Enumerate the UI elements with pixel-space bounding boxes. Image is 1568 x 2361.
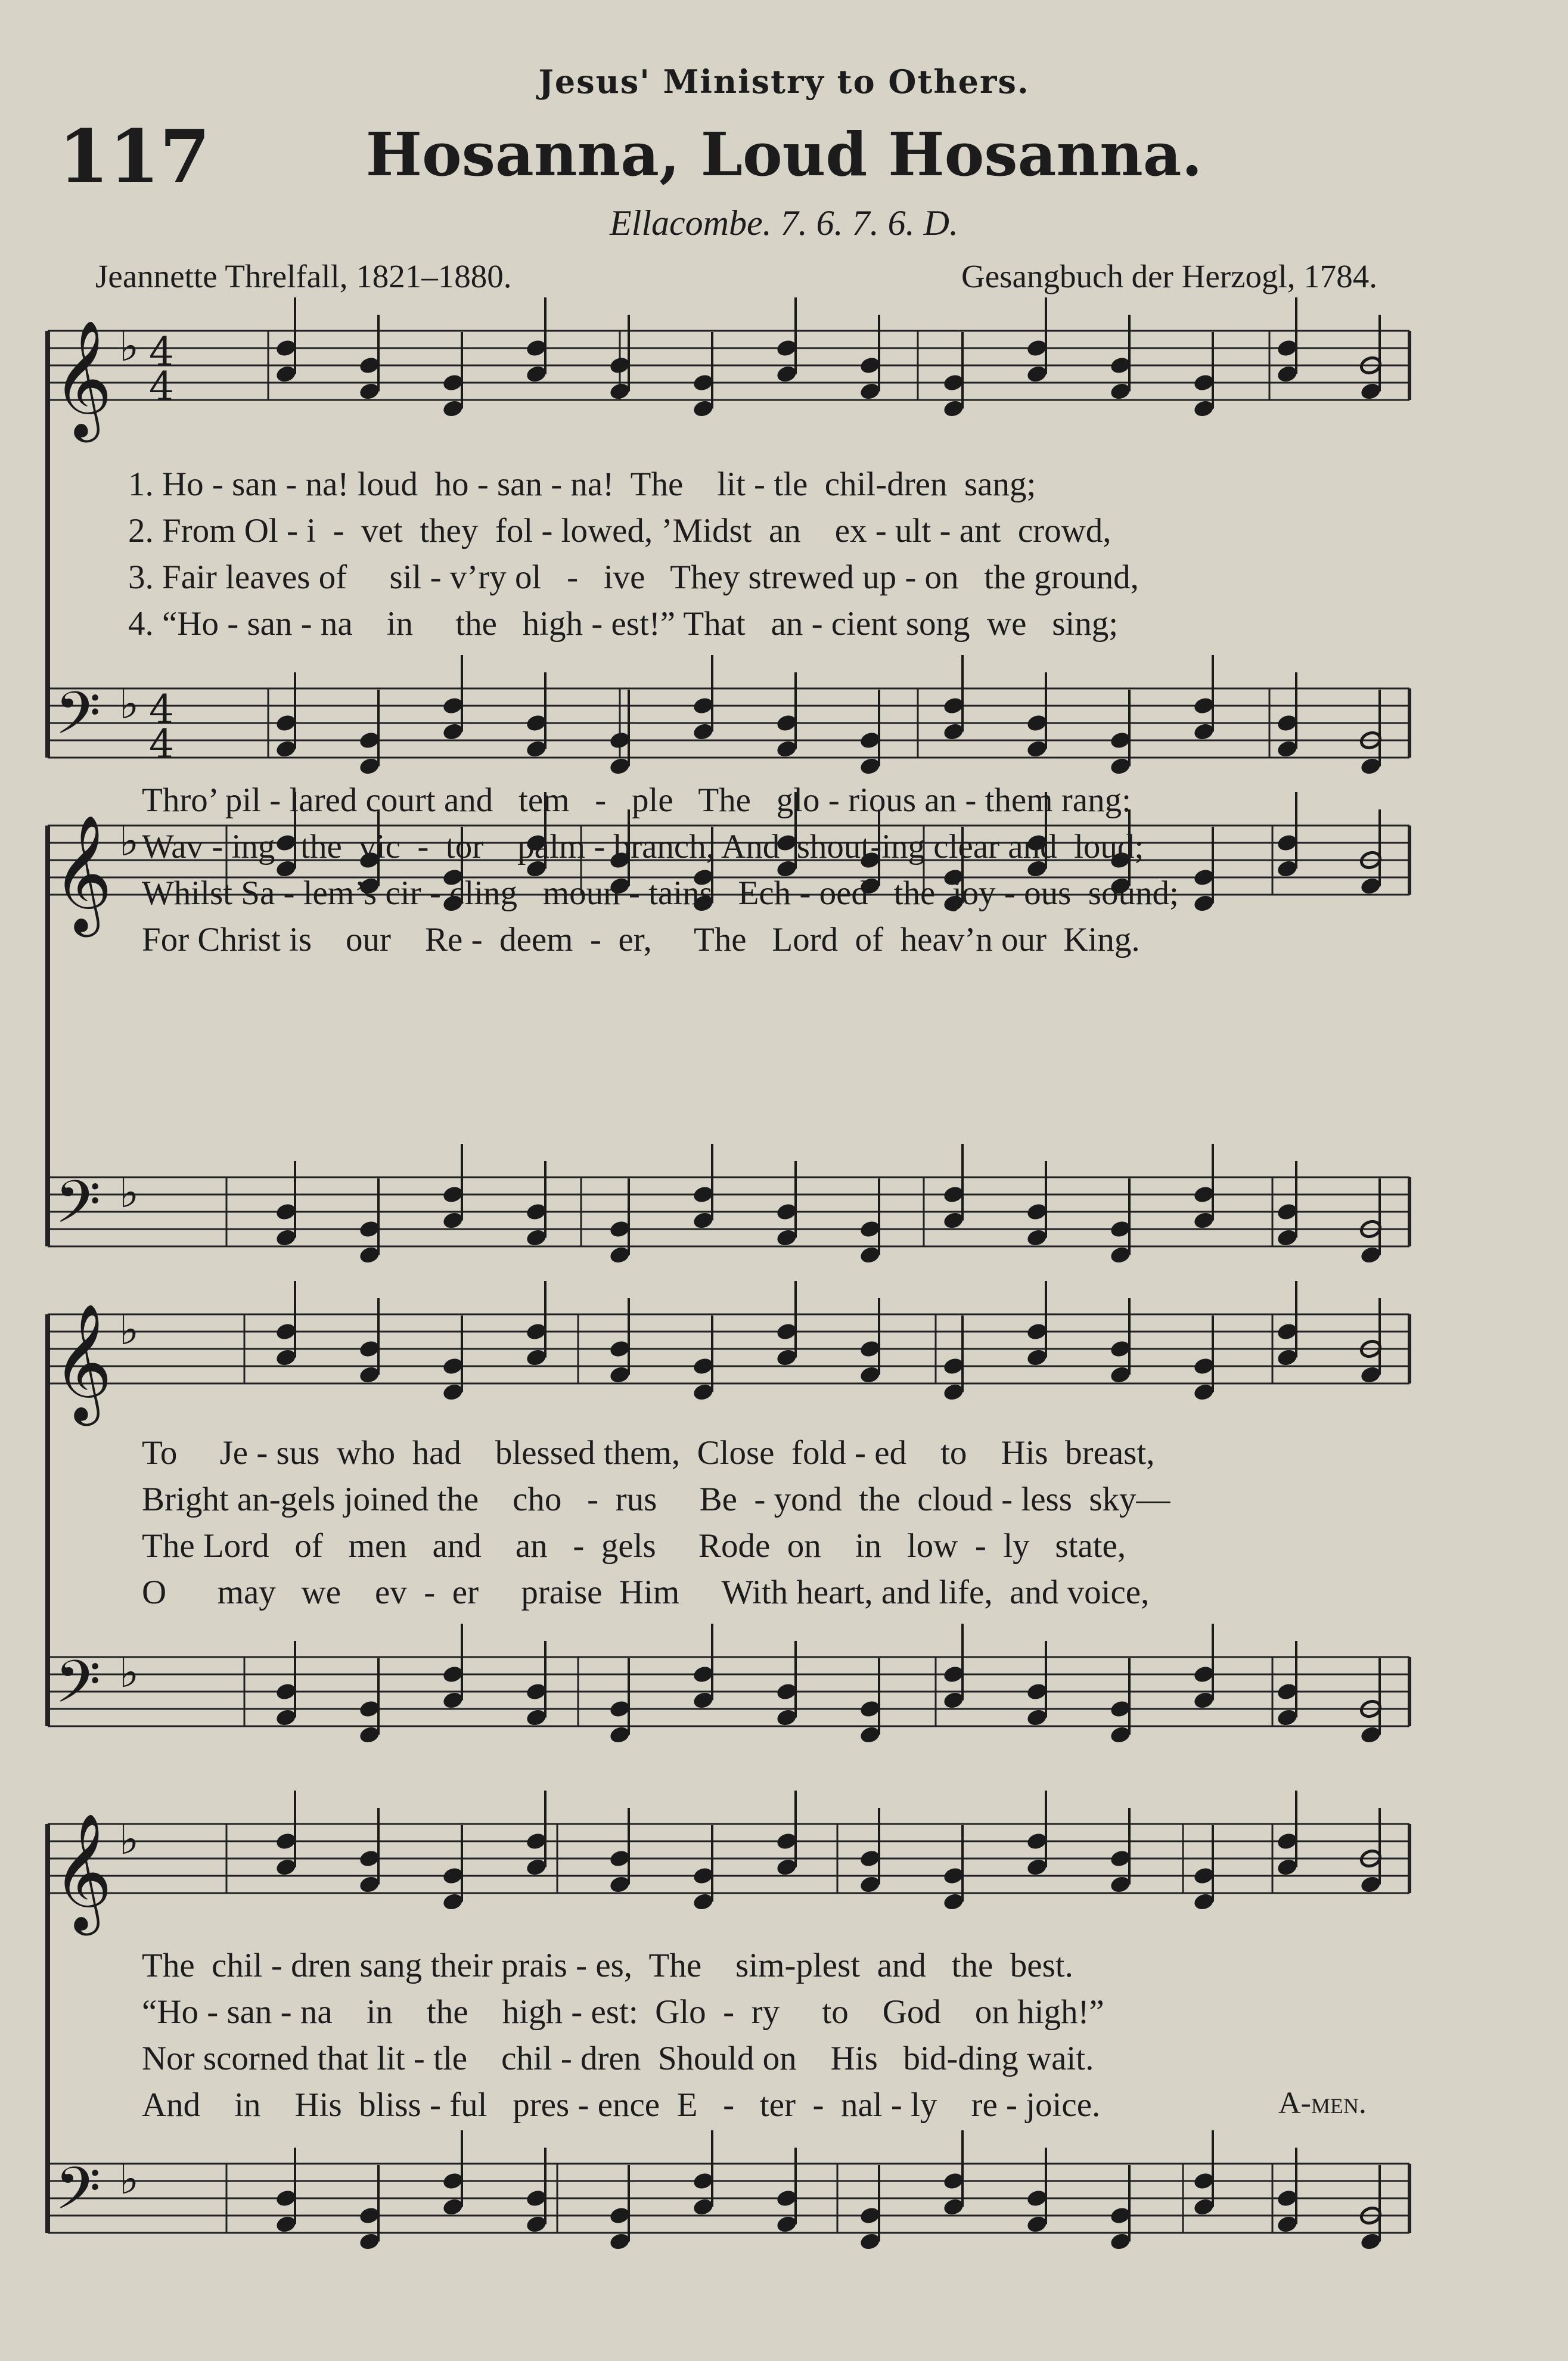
svg-text:♭: ♭: [119, 2155, 139, 2204]
section-heading: Jesus' Ministry to Others.: [538, 63, 1030, 101]
composer-credit: Gesangbuch der Herzogl, 1784.: [961, 258, 1377, 294]
svg-text:𝄢: 𝄢: [55, 680, 101, 762]
svg-text:𝄞: 𝄞: [52, 319, 113, 438]
svg-text:𝄢: 𝄢: [55, 1168, 101, 1251]
lyric-line: 4. “Ho - san - na in the high - est!” That an - cient song we sing;: [128, 605, 1119, 643]
lyric-line: O may we ev - er praise Him With heart, and life, and voice,: [142, 1574, 1150, 1611]
lyric-line: Nor scorned that lit - tle chil - dren Should on His bid-ding wait.: [142, 2040, 1094, 2077]
svg-text:♭: ♭: [119, 1305, 139, 1354]
svg-text:♭: ♭: [119, 817, 139, 865]
hymn-title: Hosanna, Loud Hosanna.: [365, 119, 1203, 190]
lyric-line: “Ho - san - na in the high - est: Glo - ry to God on high!”: [142, 1993, 1104, 2031]
lyric-line: For Christ is our Re - deem - er, The Lord of heav’n our King.: [142, 921, 1140, 958]
svg-text:𝄢: 𝄢: [55, 2155, 101, 2238]
lyric-line: 3. Fair leaves of sil - v’ry ol - ive They strewed up - on the ground,: [128, 559, 1139, 596]
svg-text:4: 4: [149, 687, 174, 733]
svg-text:♭: ♭: [119, 1815, 139, 1864]
lyric-line: Thro’ pil - lared court and tem - ple The glo - rious an - them rang:: [142, 781, 1131, 819]
lyric-line: Wav - ing the vic - tor palm - branch, And shout-ing clear and loud;: [142, 828, 1144, 865]
svg-text:♭: ♭: [119, 1648, 139, 1697]
lyric-line: And in His bliss - ful pres - ence E - ter - nal - ly re - joice.: [142, 2086, 1101, 2124]
lyric-line: The chil - dren sang their prais - es, The sim-plest and the best.: [142, 1947, 1073, 1984]
amen-label: A-men.: [1278, 2086, 1367, 2120]
svg-text:4: 4: [149, 721, 174, 767]
svg-text:♭: ♭: [119, 322, 139, 371]
tune-meter: Ellacombe. 7. 6. 7. 6. D.: [610, 203, 958, 243]
lyric-line: Bright an-gels joined the cho - rus Be - yond the cloud - less sky—: [142, 1481, 1170, 1518]
svg-text:𝄢: 𝄢: [55, 1648, 101, 1731]
hymn-number: 117: [58, 113, 210, 199]
lyric-line: The Lord of men and an - gels Rode on in low - ly state,: [142, 1527, 1126, 1565]
lyric-line: To Je - sus who had blessed them, Close fold - ed to His breast,: [142, 1434, 1155, 1472]
author-credit: Jeannette Threlfall, 1821–1880.: [95, 258, 512, 294]
svg-text:𝄞: 𝄞: [52, 1303, 113, 1421]
lyric-line: Whilst Sa - lem’s cir - cling moun - tains Ech - oed the joy - ous sound;: [142, 874, 1179, 912]
svg-text:♭: ♭: [119, 680, 139, 728]
lyric-line: 2. From Ol - i - vet they fol - lowed, ’Midst an ex - ult - ant crowd,: [128, 512, 1111, 550]
lyric-line: 1. Ho - san - na! loud ho - san - na! The lit - tle chil-dren sang;: [128, 466, 1036, 503]
svg-text:4: 4: [149, 364, 174, 409]
svg-text:𝄞: 𝄞: [52, 1813, 113, 1931]
svg-text:♭: ♭: [119, 1168, 139, 1217]
svg-text:4: 4: [149, 329, 174, 375]
svg-text:𝄞: 𝄞: [52, 814, 113, 932]
